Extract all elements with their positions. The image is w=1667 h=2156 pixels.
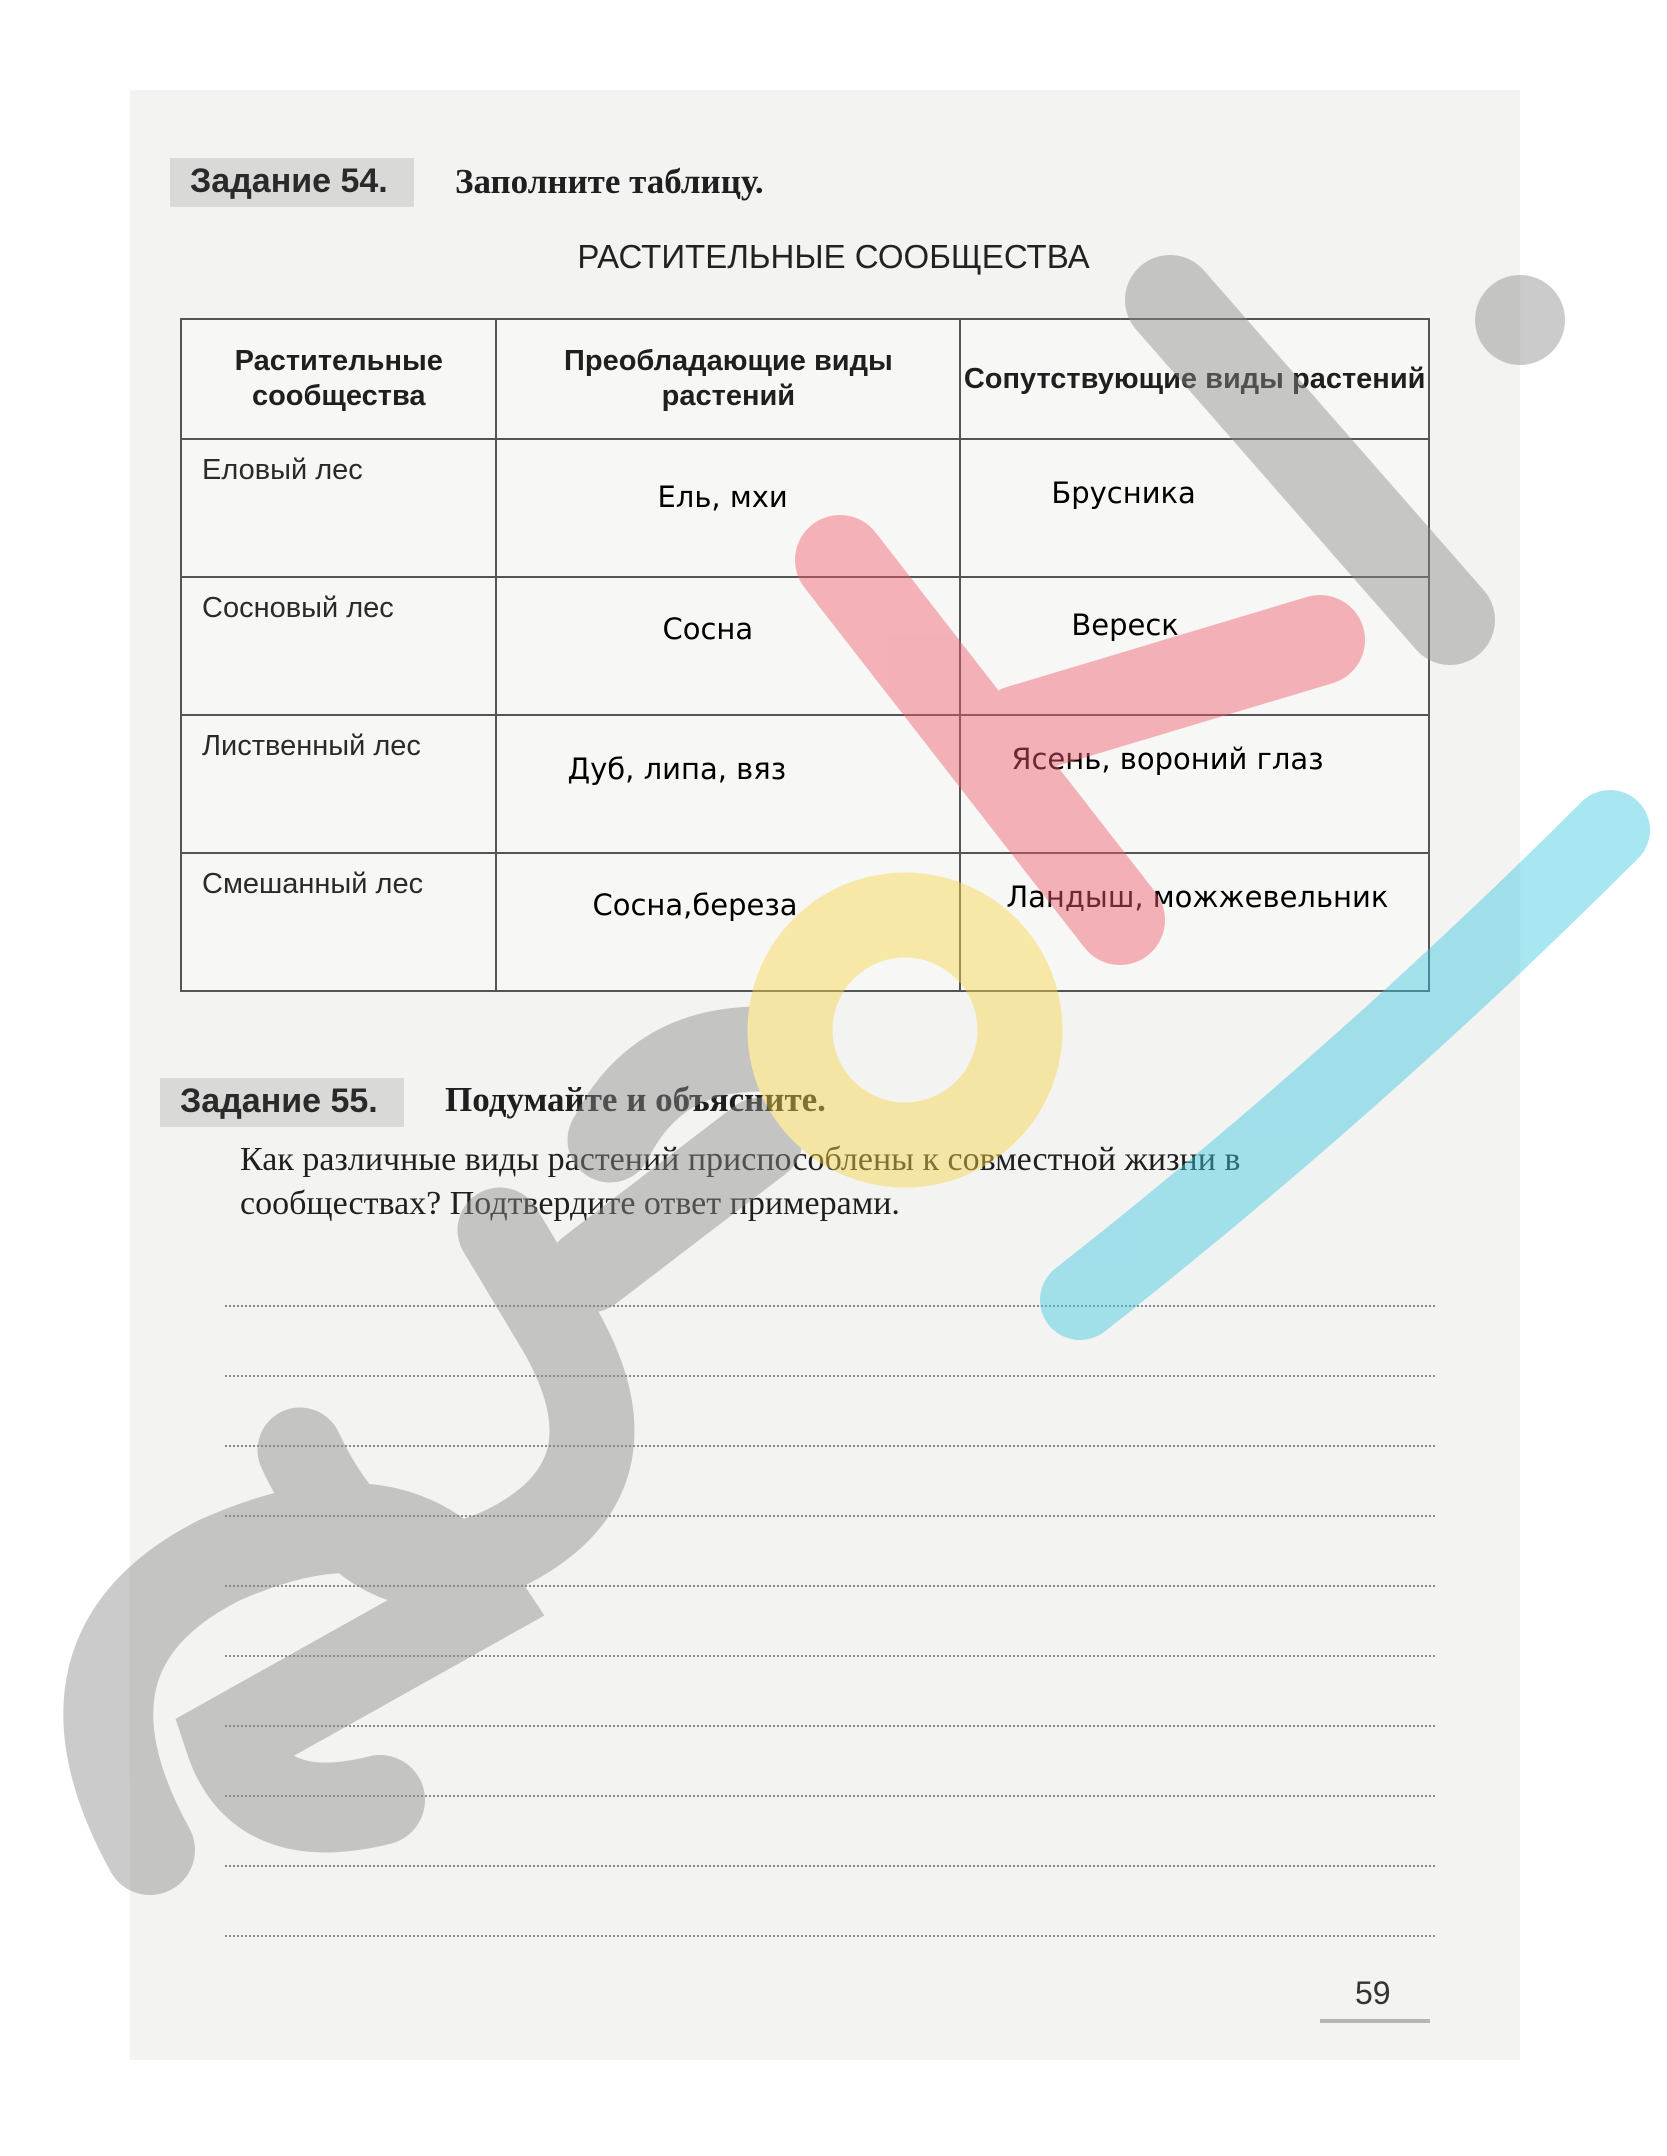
- answer-line[interactable]: [225, 1515, 1435, 1517]
- header-communities: Растительные сообщества: [181, 319, 496, 439]
- answer-line[interactable]: [225, 1305, 1435, 1307]
- cell-dominant[interactable]: [496, 715, 960, 853]
- header-accompanying-species: Сопутствующие виды растений: [960, 319, 1429, 439]
- handwritten-accompanying: Ландыш, можжевельник: [1006, 880, 1389, 914]
- page-number-rule: [1320, 2019, 1430, 2023]
- answer-line[interactable]: [225, 1585, 1435, 1587]
- handwritten-dominant: Сосна: [662, 612, 754, 646]
- table-row: [181, 715, 1429, 853]
- handwritten-dominant: Дуб, липа, вяз: [567, 752, 787, 786]
- answer-line[interactable]: [225, 1725, 1435, 1727]
- cell-accompanying[interactable]: [960, 715, 1429, 853]
- header-dominant-species: Преобладающие виды растений: [496, 319, 960, 439]
- handwritten-dominant: Сосна,береза: [592, 888, 798, 922]
- community-name: Еловый лес: [202, 454, 363, 486]
- answer-line[interactable]: [225, 1865, 1435, 1867]
- community-name: Сосновый лес: [202, 592, 394, 624]
- handwritten-dominant: Ель, мхи: [657, 480, 788, 514]
- answer-line[interactable]: [225, 1935, 1435, 1937]
- task-55-label: Задание 55.: [160, 1078, 404, 1127]
- cell-accompanying[interactable]: [960, 577, 1429, 715]
- task-54-label: Задание 54.: [170, 158, 414, 207]
- cell-accompanying[interactable]: [960, 439, 1429, 577]
- table-row: [181, 577, 1429, 715]
- answer-line[interactable]: [225, 1375, 1435, 1377]
- handwritten-accompanying: Ясень, вороний глаз: [1011, 742, 1324, 776]
- answer-line[interactable]: [225, 1445, 1435, 1447]
- table-row: [181, 853, 1429, 991]
- task-55-question: Как различные виды растений приспособлены к совместной жизни в сообществах? Подтвердите ответ примерами.: [240, 1141, 1241, 1223]
- cell-community: [181, 853, 496, 991]
- cell-community: [181, 577, 496, 715]
- handwritten-accompanying: Брусника: [1051, 476, 1196, 510]
- cell-accompanying[interactable]: [960, 853, 1429, 991]
- cell-dominant[interactable]: [496, 853, 960, 991]
- task-55-instruction: Подумайте и объясните.: [445, 1080, 826, 1119]
- cell-dominant[interactable]: [496, 439, 960, 577]
- plant-communities-table: [180, 318, 1430, 992]
- answer-line[interactable]: [225, 1795, 1435, 1797]
- community-name: Смешанный лес: [202, 868, 424, 900]
- table-header-row: [181, 319, 1429, 439]
- community-name: Лиственный лес: [202, 730, 421, 762]
- cell-dominant[interactable]: [496, 577, 960, 715]
- table-title: РАСТИТЕЛЬНЫЕ СООБЩЕСТВА: [577, 238, 1090, 275]
- cell-community: [181, 439, 496, 577]
- task-54-instruction: Заполните таблицу.: [455, 162, 764, 201]
- cell-community: [181, 715, 496, 853]
- handwritten-accompanying: Вереск: [1071, 608, 1179, 642]
- table-row: [181, 439, 1429, 577]
- page-number: 59: [1355, 1975, 1391, 2011]
- answer-line[interactable]: [225, 1655, 1435, 1657]
